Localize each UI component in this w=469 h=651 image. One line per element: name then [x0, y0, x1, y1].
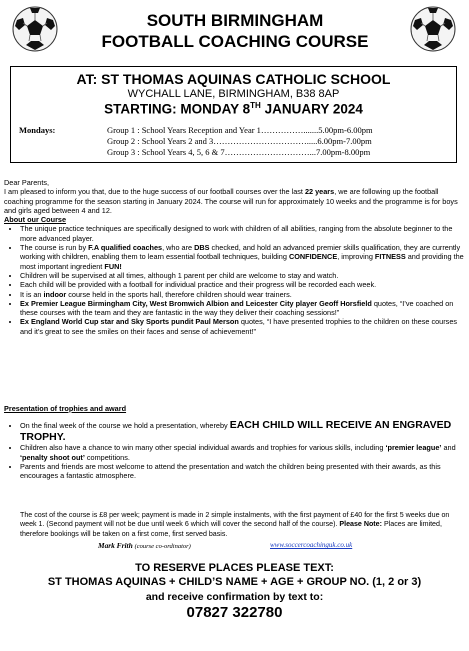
list-item: • The unique practice techniques are specifically designed to work with children of all abilities, ranging from the absolute beginner to the more advanced player.	[20, 224, 464, 243]
text: ‘penalty shoot out’	[20, 452, 85, 462]
list-item	[20, 243, 464, 271]
trophy-highlight: EACH CHILD WILL RECEIVE AN ENGRAVED TROPHY.	[20, 419, 452, 444]
text: It is an	[20, 289, 44, 299]
text: FUN!	[104, 261, 122, 271]
reserve-confirm: and receive confirmation by text to:	[145, 591, 324, 603]
trophies-list	[4, 419, 464, 480]
text: checked, and hold an advanced premier skills qualification, they are currently working with children, enabling them to learn essential football techniques, building	[20, 243, 461, 262]
schedule-group-1: Group 1 : School Years Reception and Year 1…………….......5.00pm-6.00pm	[107, 125, 373, 135]
letter-body	[4, 178, 464, 336]
schedule-day: Mondays:	[19, 125, 56, 135]
text: , improving	[337, 252, 375, 262]
schedule-group-3: Group 3 : School Years 4, 5, 6 & 7…………………………...7.00pm-8.00pm	[107, 147, 371, 157]
start-date-sup: TH	[250, 101, 261, 110]
list-item	[20, 290, 464, 299]
text: F.A qualified coaches	[88, 243, 163, 253]
please-note: Please Note:	[339, 520, 382, 529]
text: and	[441, 443, 456, 453]
about-list	[4, 224, 464, 336]
start-date	[11, 101, 456, 117]
reserve-heading: TO RESERVE PLACES PLEASE TEXT:	[135, 562, 334, 574]
intro-paragraph	[4, 187, 464, 215]
phone-number: 07827 322780	[186, 604, 283, 621]
about-heading	[4, 215, 464, 224]
venue-box	[10, 66, 457, 163]
intro-years: 22 years	[304, 187, 335, 197]
text: On the final week of the course we hold a presentation, whereby	[20, 421, 230, 431]
about-heading-text: About our Course	[4, 215, 67, 225]
signature-role: (course co-ordinator)	[134, 543, 191, 550]
text: CONFIDENCE	[288, 252, 338, 262]
text: Ex England World Cup star and Sky Sports pundit Paul Merson	[20, 317, 239, 327]
text: quotes, “I have presented trophies to the children on these courses and it’s great to see the smiles on their faces and sense of achievement!”	[20, 317, 458, 336]
title-line-1: SOUTH BIRMINGHAM	[146, 11, 324, 30]
text: competitions.	[84, 452, 130, 462]
football-icon	[410, 6, 456, 52]
list-item: • Children will be supervised at all times, although 1 parent per child are welcome to stay and watch.	[20, 271, 464, 280]
text: DBS	[194, 243, 210, 253]
text: Children also have a chance to win many other special individual awards and trophies for various skills, including	[20, 443, 386, 453]
signature	[98, 541, 191, 550]
title-line-2: FOOTBALL COACHING COURSE	[101, 32, 369, 51]
cost-text: The cost of the course is £8 per week; payment is made in 2 simple instalments, with the first payment of £40 for the first 5 weeks due on week 1. (Second payment will not be due until week 6 which will cover the second half of the course).	[20, 511, 450, 529]
page-title	[60, 10, 410, 52]
venue-name: AT: ST THOMAS AQUINAS CATHOLIC SCHOOL	[76, 71, 391, 87]
website-link[interactable]: www.soccercoachinguk.co.uk	[270, 541, 353, 549]
start-date-post: JANUARY 2024	[260, 101, 363, 117]
trophies-heading-text: Presentation of trophies and award	[4, 404, 127, 413]
list-item	[20, 317, 464, 336]
text: course held in the sports hall, therefore children should wear trainers.	[66, 289, 292, 299]
list-item: • Parents and friends are most welcome to attend the presentation and watch the children being presented with their awards, as this encourages a fantastic atmosphere.	[20, 462, 464, 481]
text: indoor	[43, 289, 67, 299]
text: FITNESS	[374, 252, 406, 262]
schedule-group-2: Group 2 : School Years 2 and 3…………………………….....6.00pm-7.00pm	[107, 136, 372, 146]
trophies-section	[4, 404, 464, 480]
reserve-format: ST THOMAS AQUINAS + CHILD’S NAME + AGE + GROUP NO. (1, 2 or 3)	[47, 576, 422, 588]
greeting: Dear Parents,	[4, 178, 50, 187]
text: The course is run by	[20, 243, 89, 253]
cost-text-2: Places are limited, therefore bookings will be taken on a first come, first served basis.	[20, 520, 442, 538]
text: quotes, “I’ve coached on these courses with the team and they are fantastic in the way they deliver their coaching sessions!”	[20, 298, 454, 318]
start-date-pre: STARTING: MONDAY 8	[104, 101, 251, 117]
text: ‘premier league’	[385, 443, 442, 453]
text: , who are	[162, 243, 195, 253]
list-item	[20, 419, 464, 443]
schedule-list	[107, 125, 373, 158]
text: Ex Premier League Birmingham City, West Bromwich Albion and Leicester City player Geoff Horsfield	[20, 298, 372, 308]
list-item	[20, 443, 464, 462]
list-item	[20, 299, 464, 318]
list-item: • Each child will be provided with a football for individual practice and their progress will be recorded each week.	[20, 280, 464, 289]
intro-text: I am pleased to inform you that, due to the huge success of our football courses over the last	[4, 187, 305, 197]
text: and providing the most important ingredient	[20, 252, 464, 271]
intro-text-2: , we are following up the football coaching programme for the season starting in January 2024. The course will run for approximately 10 weeks and the programme is for boys and girls aged between 4 and 12.	[4, 187, 458, 215]
signature-name: Mark Frith	[98, 541, 135, 550]
cost-paragraph	[20, 511, 460, 539]
trophies-heading	[4, 404, 464, 413]
venue-address: WYCHALL LANE, BIRMINGHAM, B38 8AP	[127, 88, 340, 100]
football-icon	[12, 6, 58, 52]
